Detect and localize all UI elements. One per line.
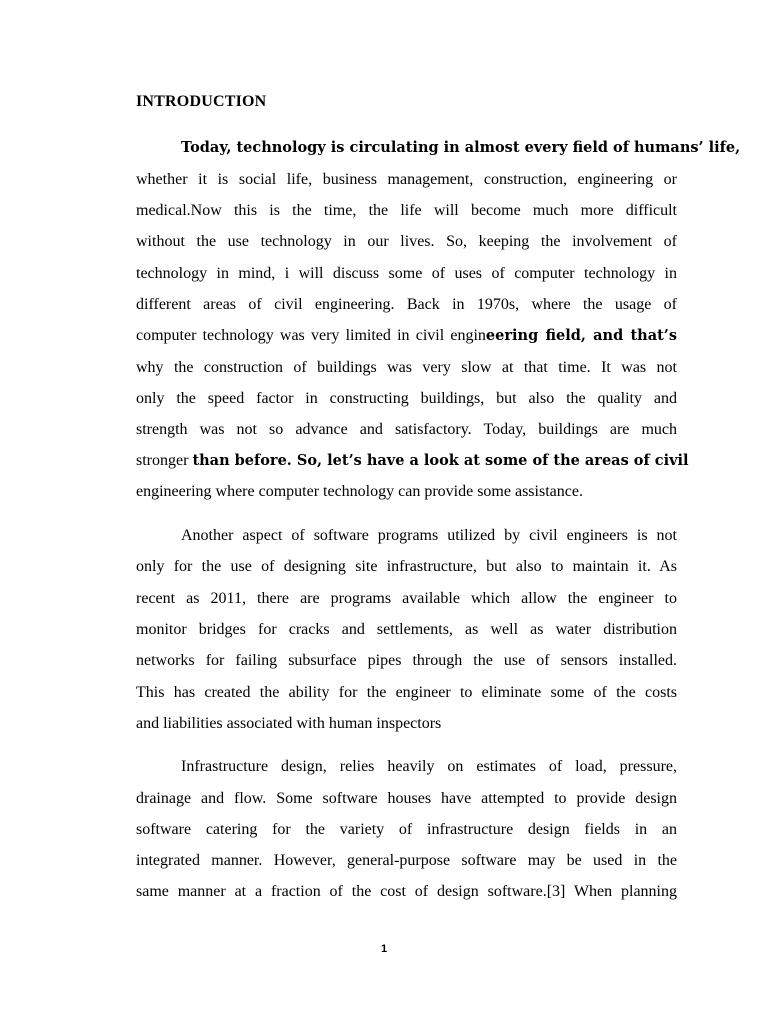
paragraph-line: engineering where computer technology can provide some assistance. xyxy=(136,483,583,500)
paragraph-line: why the construction of buildings was very slow at that time. It was not xyxy=(136,359,677,376)
text-span: stronger xyxy=(136,452,193,469)
paragraph-line: integrated manner. However, general-purpose software may be used in the xyxy=(136,852,677,869)
paragraph-line: medical.Now this is the time, the life will become much more difficult xyxy=(136,202,677,219)
paragraph-line: Infrastructure design, relies heavily on estimates of load, pressure, xyxy=(181,758,677,775)
paragraph-line: whether it is social life, business management, construction, engineering or xyxy=(136,171,677,188)
section-heading: INTRODUCTION xyxy=(136,93,267,110)
bold-text-span: than before. So, let’s have a look at some of the areas of civil xyxy=(192,452,689,469)
paragraph-line: technology in mind, i will discuss some of uses of computer technology in xyxy=(136,265,677,282)
paragraph-line: without the use technology in our lives. So, keeping the involvement of xyxy=(136,233,677,250)
paragraph-line: This has created the ability for the engineer to eliminate some of the costs xyxy=(136,684,677,701)
page-number: 1 xyxy=(380,943,388,955)
paragraph-line: strength was not so advance and satisfactory. Today, buildings are much xyxy=(136,421,677,438)
paragraph-line: different areas of civil engineering. Back in 1970s, where the usage of xyxy=(136,296,677,313)
text-span: computer technology was very limited in civil engin xyxy=(136,327,486,344)
paragraph-line: monitor bridges for cracks and settlements, as well as water distribution xyxy=(136,621,677,638)
paragraph-line: drainage and flow. Some software houses have attempted to provide design xyxy=(136,790,677,807)
paragraph-line: recent as 2011, there are programs available which allow the engineer to xyxy=(136,590,677,607)
bold-text-span: eering field, and that’s xyxy=(485,327,677,344)
paragraph-line: only for the use of designing site infrastructure, but also to maintain it. As xyxy=(136,558,677,575)
paragraph-line: Today, technology is circulating in almost every field of humans’ life, xyxy=(181,139,741,156)
paragraph-line: and liabilities associated with human inspectors xyxy=(136,715,442,732)
paragraph-line: only the speed factor in constructing buildings, but also the quality and xyxy=(136,390,677,407)
paragraph-line: same manner at a fraction of the cost of design software.[3] When planning xyxy=(136,883,677,900)
paragraph-line: networks for failing subsurface pipes through the use of sensors installed. xyxy=(136,652,677,669)
paragraph-line: software catering for the variety of infrastructure design fields in an xyxy=(136,821,677,838)
paragraph-line xyxy=(136,451,689,471)
paragraph-line: Another aspect of software programs utilized by civil engineers is not xyxy=(181,527,677,544)
paragraph-line xyxy=(136,326,677,346)
